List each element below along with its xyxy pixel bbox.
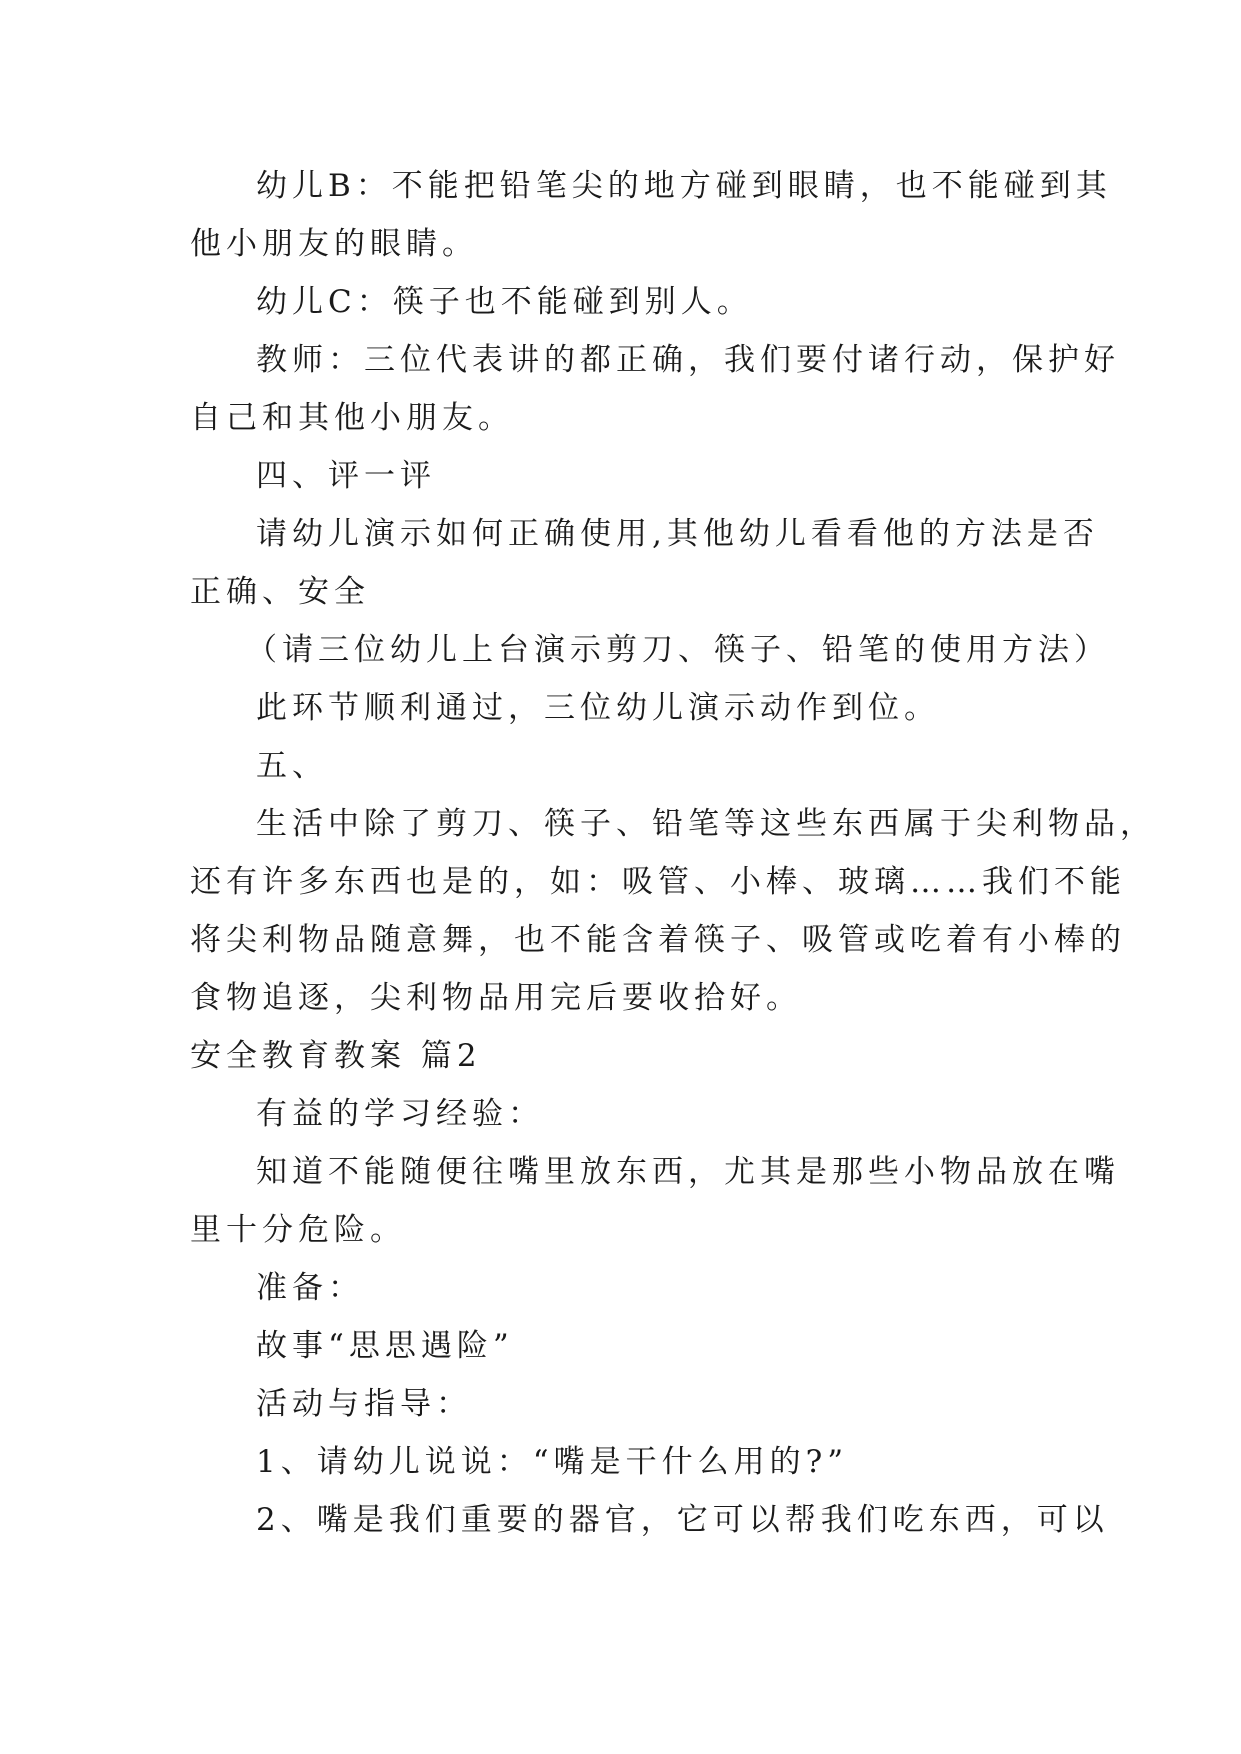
section-heading: 准备： — [256, 1270, 364, 1306]
paragraph-line: 还有许多东西也是的，如：吸管、小棒、玻璃……我们不能 — [190, 864, 1126, 900]
paragraph-line: 里十分危险。 — [190, 1212, 406, 1248]
paragraph-line: 知道不能随便往嘴里放东西，尤其是那些小物品放在嘴 — [256, 1154, 1120, 1190]
paragraph-line: 2、嘴是我们重要的器官，它可以帮我们吃东西，可以 — [256, 1502, 1109, 1538]
paragraph-line: 自己和其他小朋友。 — [190, 400, 514, 436]
paragraph-line: 请幼儿演示如何正确使用,其他幼儿看看他的方法是否 — [256, 516, 1099, 552]
document-title: 安全教育教案 篇2 — [190, 1038, 482, 1074]
paragraph-line: 他小朋友的眼睛。 — [190, 226, 478, 262]
paragraph-line: （请三位幼儿上台演示剪刀、筷子、铅笔的使用方法） — [246, 632, 1110, 668]
paragraph-line: 此环节顺利通过，三位幼儿演示动作到位。 — [256, 690, 940, 726]
paragraph-line: 1、请幼儿说说：“嘴是干什么用的?” — [256, 1444, 849, 1480]
paragraph-line: 食物追逐，尖利物品用完后要收拾好。 — [190, 980, 802, 1016]
section-heading: 四、评一评 — [256, 458, 436, 494]
paragraph-line: 生活中除了剪刀、筷子、铅笔等这些东西属于尖利物品， — [256, 806, 1156, 842]
paragraph-line: 幼儿B：不能把铅笔尖的地方碰到眼睛，也不能碰到其 — [256, 168, 1112, 204]
section-heading: 有益的学习经验： — [256, 1096, 544, 1132]
section-heading: 五、 — [256, 748, 328, 784]
section-heading: 活动与指导： — [256, 1386, 472, 1422]
paragraph-line: 正确、安全 — [190, 574, 370, 610]
paragraph-line: 故事“思思遇险” — [256, 1328, 514, 1364]
paragraph-line: 教师：三位代表讲的都正确，我们要付诸行动，保护好 — [256, 342, 1120, 378]
paragraph-line: 幼儿C：筷子也不能碰到别人。 — [256, 284, 753, 320]
paragraph-line: 将尖利物品随意舞，也不能含着筷子、吸管或吃着有小棒的 — [190, 922, 1126, 958]
